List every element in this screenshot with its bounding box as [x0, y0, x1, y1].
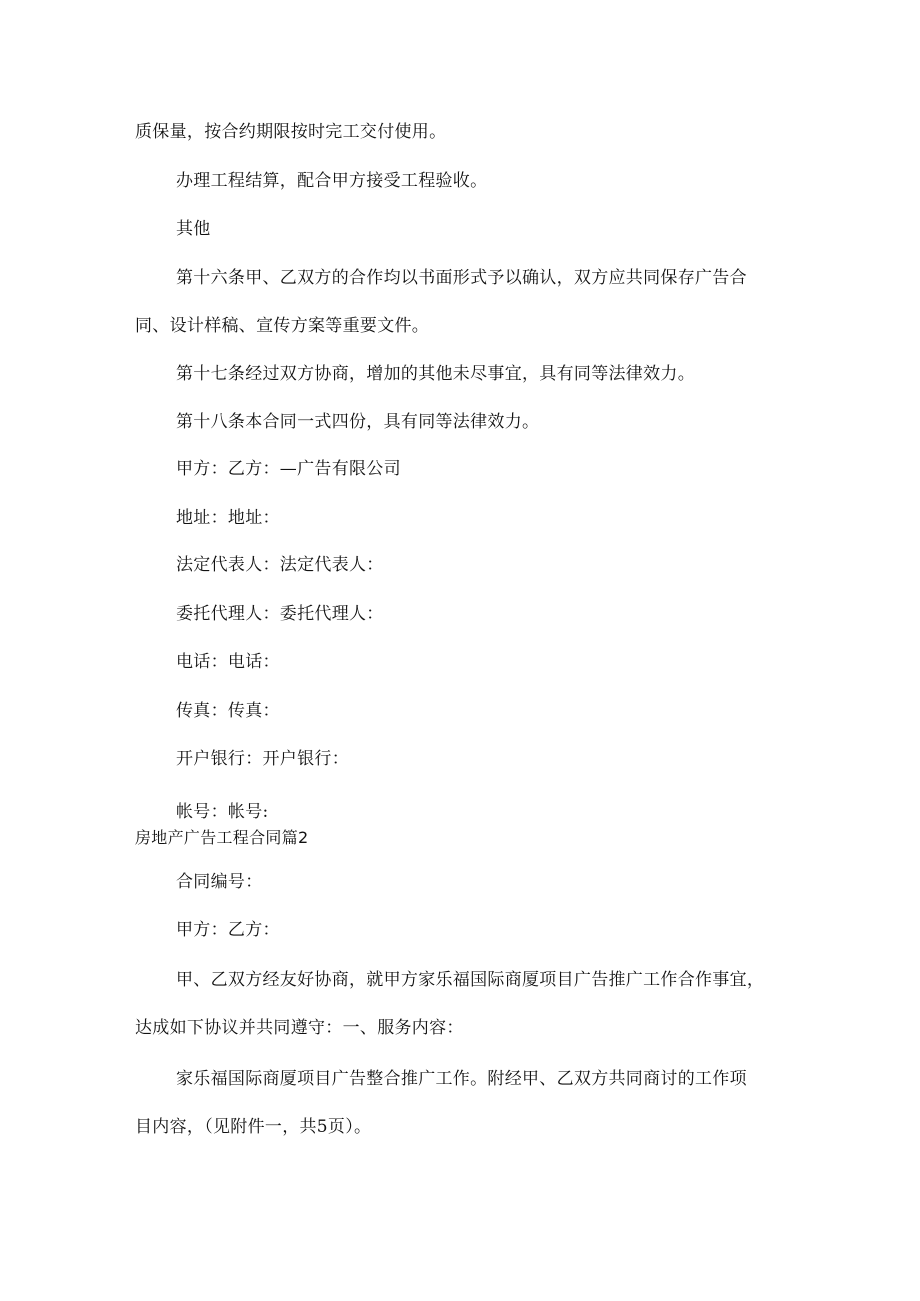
paragraph-line: 甲、乙双方经友好协商，就甲方家乐福国际商厦项目广告推广工作合作事宜， — [176, 970, 765, 990]
signature-line: 帐号：帐号: — [176, 802, 269, 822]
parties-line: 甲方：乙方： — [176, 920, 280, 940]
signature-line: 地址：地址： — [176, 508, 280, 528]
paragraph-line: 家乐福国际商厦项目广告整合推广工作。附经甲、乙双方共同商讨的工作项 — [176, 1069, 747, 1089]
paragraph-line: 达成如下协议并共同遵守：一、服务内容： — [135, 1018, 464, 1038]
signature-line: 甲方：乙方：—广告有限公司 — [176, 459, 401, 479]
paragraph-line: 同、设计样稿、宣传方案等重要文件。 — [135, 316, 430, 336]
contract-number-line: 合同编号： — [176, 872, 263, 892]
paragraph-line: 第十六条甲、乙双方的合作均以书面形式予以确认，双方应共同保存广告合 — [176, 268, 747, 288]
paragraph-line: 第十八条本合同一式四份，具有同等法律效力。 — [176, 412, 540, 432]
paragraph-line: 目内容，（见附件一，共5页）。 — [135, 1117, 372, 1137]
contract-title: 房地产广告工程合同篇2 — [135, 828, 309, 847]
signature-line: 传真：传真： — [176, 701, 280, 721]
signature-line: 开户银行：开户银行： — [176, 749, 349, 769]
signature-line: 电话：电话： — [176, 652, 280, 672]
paragraph-line: 质保量，按合约期限按时完工交付使用。 — [135, 122, 447, 142]
signature-line: 法定代表人：法定代表人： — [176, 555, 384, 575]
paragraph-line: 第十七条经过双方协商，增加的其他未尽事宜，具有同等法律效力。 — [176, 364, 695, 384]
signature-line: 委托代理人：委托代理人： — [176, 604, 384, 624]
section-heading: 其他 — [176, 219, 211, 239]
paragraph-line: 办理工程结算，配合甲方接受工程验收。 — [176, 171, 488, 191]
